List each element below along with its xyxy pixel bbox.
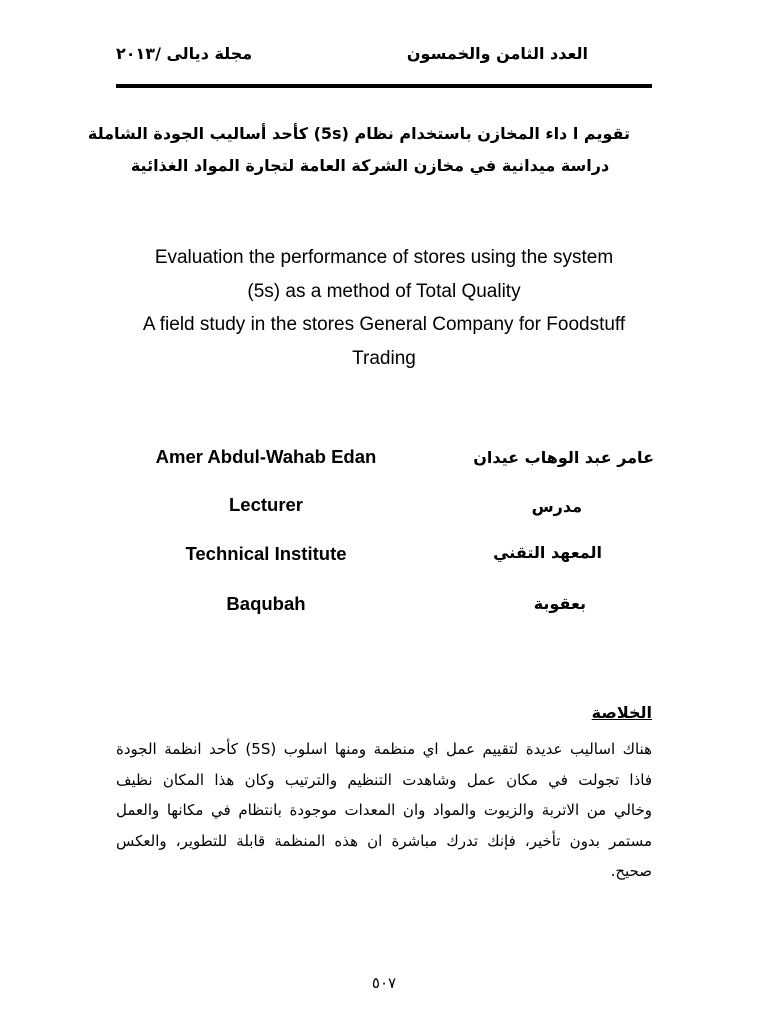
- author-name-ar: عامر عبد الوهاب عيدان: [473, 448, 654, 467]
- author-city-en: Baqubah: [226, 593, 306, 614]
- abstract-line-1: هناك اساليب عديدة لتقييم عمل اي منظمة ومنها اسلوب (5S) كأحد انظمة الجودة: [116, 740, 652, 758]
- author-rank-en: Lecturer: [228, 494, 304, 515]
- english-title: [110, 241, 658, 375]
- abstract-line-3: وخالي من الاتربة والزيوت والمواد وان المعدات موجودة بانتظام في مكانها والعمل: [116, 801, 652, 820]
- abstract-body: [116, 734, 652, 887]
- page-number: ٥٠٧: [371, 974, 397, 992]
- running-header-journal: مجلة ديالى /٢٠١٣: [116, 44, 253, 63]
- english-title-line-3: A field study in the stores General Company for Foodstuff: [142, 314, 626, 335]
- running-header-issue: العدد الثامن والخمسون: [406, 44, 588, 63]
- arabic-title-line-2: دراسة ميدانية في مخازن الشركة العامة لتجارة المواد الغذائية: [130, 156, 610, 175]
- author-institute-en: Technical Institute: [185, 543, 347, 564]
- header-rule: [116, 84, 652, 88]
- arabic-title-line-1: تقويم ا داء المخازن باستخدام نظام (5s) كأحد أساليب الجودة الشاملة: [87, 124, 630, 143]
- author-institute-ar: المعهد التقني: [493, 543, 602, 562]
- abstract-line-4: مستمر بدون تأخير، فإنك تدرك مباشرة ان هذه المنظمة قابلة للتطوير، والعكس: [116, 831, 652, 850]
- english-title-line-2: (5s) as a method of Total Quality: [247, 280, 521, 302]
- author-rank-ar: مدرس: [531, 497, 582, 516]
- english-title-line-1: Evaluation the performance of stores using the system: [154, 247, 614, 268]
- author-name-en: Amer Abdul-Wahab Edan: [155, 446, 377, 467]
- abstract-line-2: فاذا تجولت في مكان عمل وشاهدت التنظيم والترتيب وكان هذا المكان نظيف: [116, 770, 652, 789]
- abstract-heading: الخلاصة: [591, 703, 652, 722]
- author-city-ar: بعقوبة: [533, 594, 586, 613]
- abstract-line-5: صحيح.: [610, 862, 652, 881]
- english-title-line-4: Trading: [352, 347, 416, 369]
